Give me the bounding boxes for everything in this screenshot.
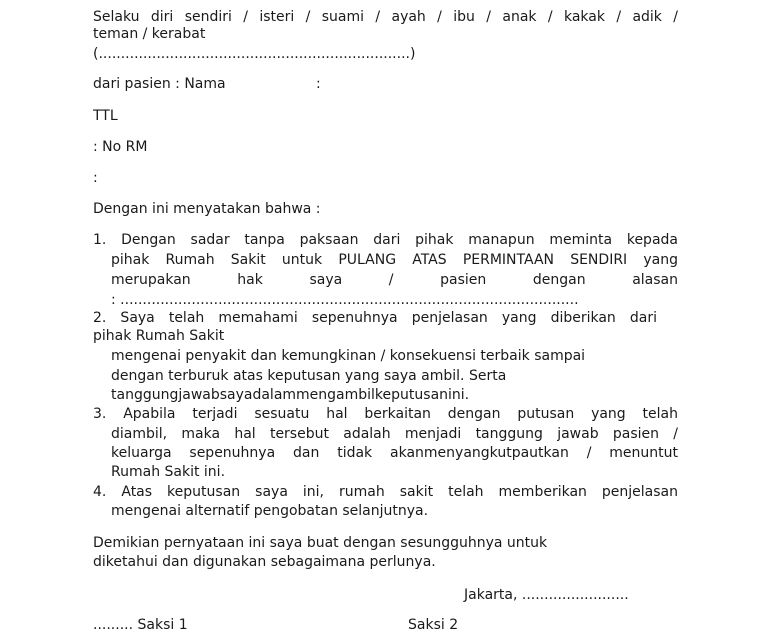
patient-ttl-label: TTL bbox=[93, 108, 118, 124]
declaration-intro: Dengan ini menyatakan bahwa : bbox=[93, 201, 321, 217]
witness-2-label: Saksi 2 bbox=[408, 617, 459, 633]
list-item-1-reason-blank: : ....................................................................................................... bbox=[111, 292, 579, 308]
place-date-line: Jakarta, ........................ bbox=[464, 587, 629, 603]
list-item-4-line: mengenai alternatif pengobatan selanjutnya. bbox=[111, 503, 429, 519]
closing-statement-line: Demikian pernyataan ini saya buat dengan sesungguhnya untuk bbox=[93, 535, 548, 551]
list-item-3-line: keluarga sepenuhnya dan tidak akanmenyangkutpautkan / menuntut bbox=[111, 445, 678, 461]
witness-1-label: ......... Saksi 1 bbox=[93, 617, 188, 633]
list-item-2-line: dengan terburuk atas keputusan yang saya ambil. Serta bbox=[111, 368, 507, 384]
patient-name-label: dari pasien : Nama bbox=[93, 76, 226, 92]
list-item-1-line: pihak Rumah Sakit untuk PULANG ATAS PERMINTAAN SENDIRI yang bbox=[111, 252, 678, 268]
list-item-1-line: 1. Dengan sadar tanpa paksaan dari pihak manapun meminta kepada bbox=[93, 232, 678, 248]
relation-blank-line: (......................................................................) bbox=[93, 46, 416, 62]
list-item-4-line: 4. Atas keputusan saya ini, rumah sakit telah memberikan penjelasan bbox=[93, 484, 678, 500]
patient-name-colon: : bbox=[316, 76, 321, 92]
closing-statement-line: diketahui dan digunakan sebagaimana perlunya. bbox=[93, 554, 436, 570]
list-item-2-line: mengenai penyakit dan kemungkinan / konsekuensi terbaik sampai bbox=[111, 348, 586, 364]
relation-options-line: Selaku diri sendiri / isteri / suami / ayah / ibu / anak / kakak / adik / bbox=[93, 9, 678, 25]
list-item-2-line: 2. Saya telah memahami sepenuhnya penjelasan yang diberikan dari bbox=[93, 310, 657, 326]
patient-rm-label: : No RM bbox=[93, 139, 148, 155]
list-item-2-line: tanggungjawabsayadalammengambilkeputusanini. bbox=[111, 387, 470, 403]
patient-extra-colon: : bbox=[93, 170, 98, 186]
list-item-3-line: 3. Apabila terjadi sesuatu hal berkaitan dengan putusan yang telah bbox=[93, 406, 678, 422]
list-item-3-line: diambil, maka hal tersebut adalah menjadi tanggung jawab pasien / bbox=[111, 426, 678, 442]
list-item-3-line: Rumah Sakit ini. bbox=[111, 464, 226, 480]
list-item-1-line: merupakan hak saya / pasien dengan alasan bbox=[111, 272, 678, 288]
list-item-2-line: pihak Rumah Sakit bbox=[93, 328, 225, 344]
relation-options-line: teman / kerabat bbox=[93, 26, 206, 42]
